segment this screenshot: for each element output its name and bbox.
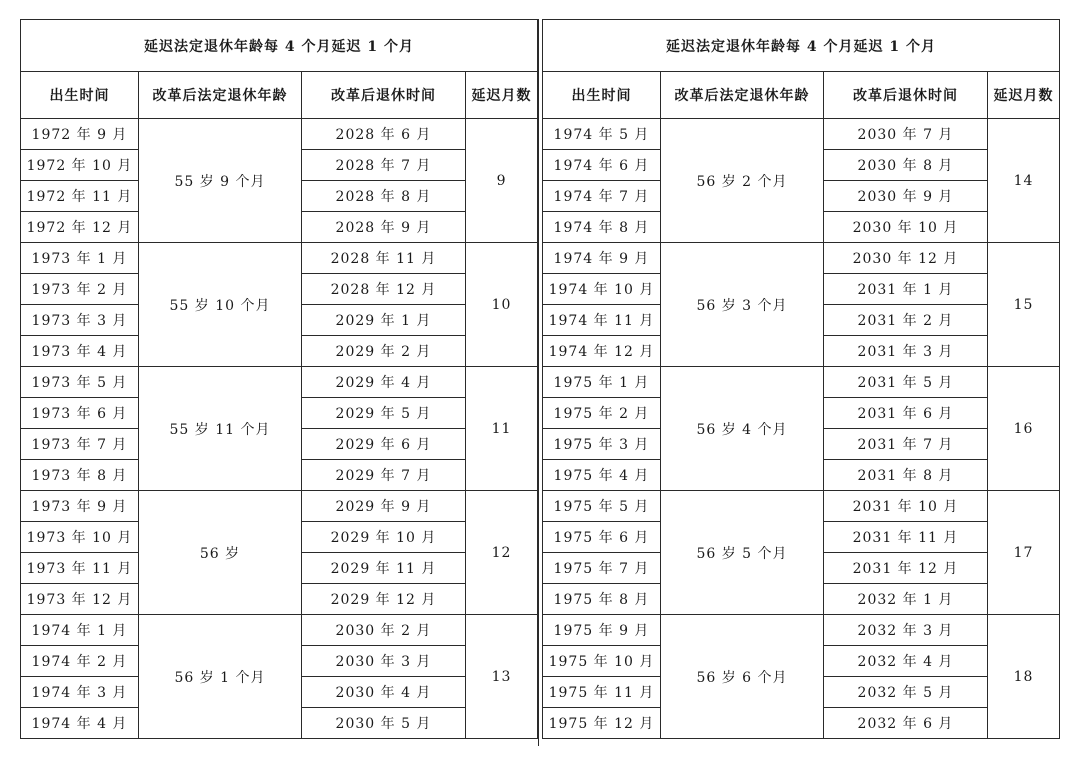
retirement-time-cell: 2031 年 8 月 <box>824 460 988 491</box>
table-row <box>543 119 1060 150</box>
birth-time-cell: 1975 年 8 月 <box>543 584 661 615</box>
table-row <box>543 615 1060 646</box>
birth-time-cell: 1973 年 5 月 <box>21 367 139 398</box>
retirement-age-cell: 56 岁 5 个月 <box>661 491 824 615</box>
delay-months-cell: 10 <box>466 243 538 367</box>
header-birth-time: 出生时间 <box>543 72 661 119</box>
header-delay-months: 延迟月数 <box>466 72 538 119</box>
retirement-table-right-panel <box>542 19 1059 746</box>
retirement-age-cell: 55 岁 10 个月 <box>139 243 302 367</box>
table-row <box>21 491 538 522</box>
delay-months-cell: 13 <box>466 615 538 739</box>
retirement-time-cell: 2030 年 9 月 <box>824 181 988 212</box>
retirement-age-cell: 56 岁 <box>139 491 302 615</box>
birth-time-cell: 1975 年 5 月 <box>543 491 661 522</box>
birth-time-cell: 1975 年 12 月 <box>543 708 661 739</box>
birth-time-cell: 1973 年 3 月 <box>21 305 139 336</box>
birth-time-cell: 1973 年 7 月 <box>21 429 139 460</box>
retirement-time-cell: 2030 年 8 月 <box>824 150 988 181</box>
retirement-time-cell: 2031 年 10 月 <box>824 491 988 522</box>
retirement-time-cell: 2028 年 8 月 <box>302 181 466 212</box>
birth-time-cell: 1974 年 10 月 <box>543 274 661 305</box>
retirement-age-cell: 56 岁 6 个月 <box>661 615 824 739</box>
retirement-time-cell: 2032 年 3 月 <box>824 615 988 646</box>
retirement-time-cell: 2032 年 4 月 <box>824 646 988 677</box>
header-delay-months: 延迟月数 <box>988 72 1060 119</box>
birth-time-cell: 1973 年 8 月 <box>21 460 139 491</box>
retirement-time-cell: 2029 年 2 月 <box>302 336 466 367</box>
birth-time-cell: 1973 年 6 月 <box>21 398 139 429</box>
retirement-age-cell: 56 岁 1 个月 <box>139 615 302 739</box>
retirement-time-cell: 2030 年 5 月 <box>302 708 466 739</box>
table-row <box>543 243 1060 274</box>
retirement-time-cell: 2030 年 4 月 <box>302 677 466 708</box>
table-title: 延迟法定退休年龄每 4 个月延迟 1 个月 <box>21 20 538 72</box>
birth-time-cell: 1975 年 2 月 <box>543 398 661 429</box>
retirement-age-cell: 56 岁 4 个月 <box>661 367 824 491</box>
retirement-time-cell: 2029 年 10 月 <box>302 522 466 553</box>
birth-time-cell: 1974 年 5 月 <box>543 119 661 150</box>
retirement-time-cell: 2029 年 12 月 <box>302 584 466 615</box>
birth-time-cell: 1975 年 3 月 <box>543 429 661 460</box>
birth-time-cell: 1972 年 12 月 <box>21 212 139 243</box>
retirement-time-cell: 2028 年 7 月 <box>302 150 466 181</box>
retirement-age-cell: 55 岁 9 个月 <box>139 119 302 243</box>
retirement-age-cell: 56 岁 3 个月 <box>661 243 824 367</box>
table-row <box>543 367 1060 398</box>
table-row <box>21 615 538 646</box>
header-retirement-time: 改革后退休时间 <box>302 72 466 119</box>
delay-months-cell: 18 <box>988 615 1060 739</box>
birth-time-cell: 1974 年 11 月 <box>543 305 661 336</box>
birth-time-cell: 1974 年 4 月 <box>21 708 139 739</box>
birth-time-cell: 1973 年 4 月 <box>21 336 139 367</box>
header-retirement-time: 改革后退休时间 <box>824 72 988 119</box>
delay-months-cell: 17 <box>988 491 1060 615</box>
retirement-time-cell: 2029 年 5 月 <box>302 398 466 429</box>
table-row <box>21 243 538 274</box>
retirement-table-left-panel <box>20 19 537 746</box>
table-row <box>543 491 1060 522</box>
retirement-age-cell: 56 岁 2 个月 <box>661 119 824 243</box>
retirement-time-cell: 2029 年 11 月 <box>302 553 466 584</box>
retirement-table-right <box>542 19 1060 739</box>
retirement-time-cell: 2028 年 12 月 <box>302 274 466 305</box>
retirement-time-cell: 2030 年 7 月 <box>824 119 988 150</box>
birth-time-cell: 1974 年 12 月 <box>543 336 661 367</box>
retirement-time-cell: 2030 年 10 月 <box>824 212 988 243</box>
retirement-time-cell: 2029 年 7 月 <box>302 460 466 491</box>
birth-time-cell: 1973 年 2 月 <box>21 274 139 305</box>
delay-months-cell: 16 <box>988 367 1060 491</box>
birth-time-cell: 1975 年 11 月 <box>543 677 661 708</box>
header-retirement-age: 改革后法定退休年龄 <box>661 72 824 119</box>
delay-months-cell: 14 <box>988 119 1060 243</box>
birth-time-cell: 1974 年 9 月 <box>543 243 661 274</box>
birth-time-cell: 1975 年 4 月 <box>543 460 661 491</box>
delay-months-cell: 9 <box>466 119 538 243</box>
birth-time-cell: 1975 年 7 月 <box>543 553 661 584</box>
retirement-time-cell: 2032 年 5 月 <box>824 677 988 708</box>
birth-time-cell: 1975 年 9 月 <box>543 615 661 646</box>
birth-time-cell: 1975 年 1 月 <box>543 367 661 398</box>
birth-time-cell: 1972 年 11 月 <box>21 181 139 212</box>
retirement-time-cell: 2029 年 4 月 <box>302 367 466 398</box>
retirement-age-cell: 55 岁 11 个月 <box>139 367 302 491</box>
retirement-time-cell: 2029 年 9 月 <box>302 491 466 522</box>
birth-time-cell: 1974 年 3 月 <box>21 677 139 708</box>
birth-time-cell: 1974 年 8 月 <box>543 212 661 243</box>
retirement-time-cell: 2028 年 11 月 <box>302 243 466 274</box>
delay-months-cell: 15 <box>988 243 1060 367</box>
retirement-table-left <box>20 19 538 739</box>
birth-time-cell: 1975 年 10 月 <box>543 646 661 677</box>
retirement-time-cell: 2032 年 1 月 <box>824 584 988 615</box>
retirement-time-cell: 2031 年 2 月 <box>824 305 988 336</box>
retirement-time-cell: 2031 年 5 月 <box>824 367 988 398</box>
table-title: 延迟法定退休年龄每 4 个月延迟 1 个月 <box>543 20 1060 72</box>
header-birth-time: 出生时间 <box>21 72 139 119</box>
table-row <box>21 119 538 150</box>
birth-time-cell: 1973 年 1 月 <box>21 243 139 274</box>
retirement-time-cell: 2030 年 3 月 <box>302 646 466 677</box>
birth-time-cell: 1973 年 10 月 <box>21 522 139 553</box>
retirement-time-cell: 2028 年 6 月 <box>302 119 466 150</box>
header-retirement-age: 改革后法定退休年龄 <box>139 72 302 119</box>
retirement-time-cell: 2031 年 12 月 <box>824 553 988 584</box>
birth-time-cell: 1974 年 7 月 <box>543 181 661 212</box>
retirement-time-cell: 2029 年 1 月 <box>302 305 466 336</box>
retirement-time-cell: 2029 年 6 月 <box>302 429 466 460</box>
retirement-time-cell: 2031 年 6 月 <box>824 398 988 429</box>
birth-time-cell: 1974 年 1 月 <box>21 615 139 646</box>
birth-time-cell: 1974 年 2 月 <box>21 646 139 677</box>
birth-time-cell: 1974 年 6 月 <box>543 150 661 181</box>
delay-months-cell: 11 <box>466 367 538 491</box>
retirement-time-cell: 2031 年 3 月 <box>824 336 988 367</box>
retirement-time-cell: 2032 年 6 月 <box>824 708 988 739</box>
retirement-time-cell: 2031 年 11 月 <box>824 522 988 553</box>
panel-divider <box>538 19 539 746</box>
table-row <box>21 367 538 398</box>
birth-time-cell: 1972 年 10 月 <box>21 150 139 181</box>
birth-time-cell: 1973 年 11 月 <box>21 553 139 584</box>
delay-months-cell: 12 <box>466 491 538 615</box>
retirement-time-cell: 2031 年 1 月 <box>824 274 988 305</box>
birth-time-cell: 1975 年 6 月 <box>543 522 661 553</box>
retirement-time-cell: 2031 年 7 月 <box>824 429 988 460</box>
birth-time-cell: 1973 年 12 月 <box>21 584 139 615</box>
retirement-time-cell: 2030 年 12 月 <box>824 243 988 274</box>
retirement-time-cell: 2030 年 2 月 <box>302 615 466 646</box>
retirement-time-cell: 2028 年 9 月 <box>302 212 466 243</box>
birth-time-cell: 1973 年 9 月 <box>21 491 139 522</box>
birth-time-cell: 1972 年 9 月 <box>21 119 139 150</box>
